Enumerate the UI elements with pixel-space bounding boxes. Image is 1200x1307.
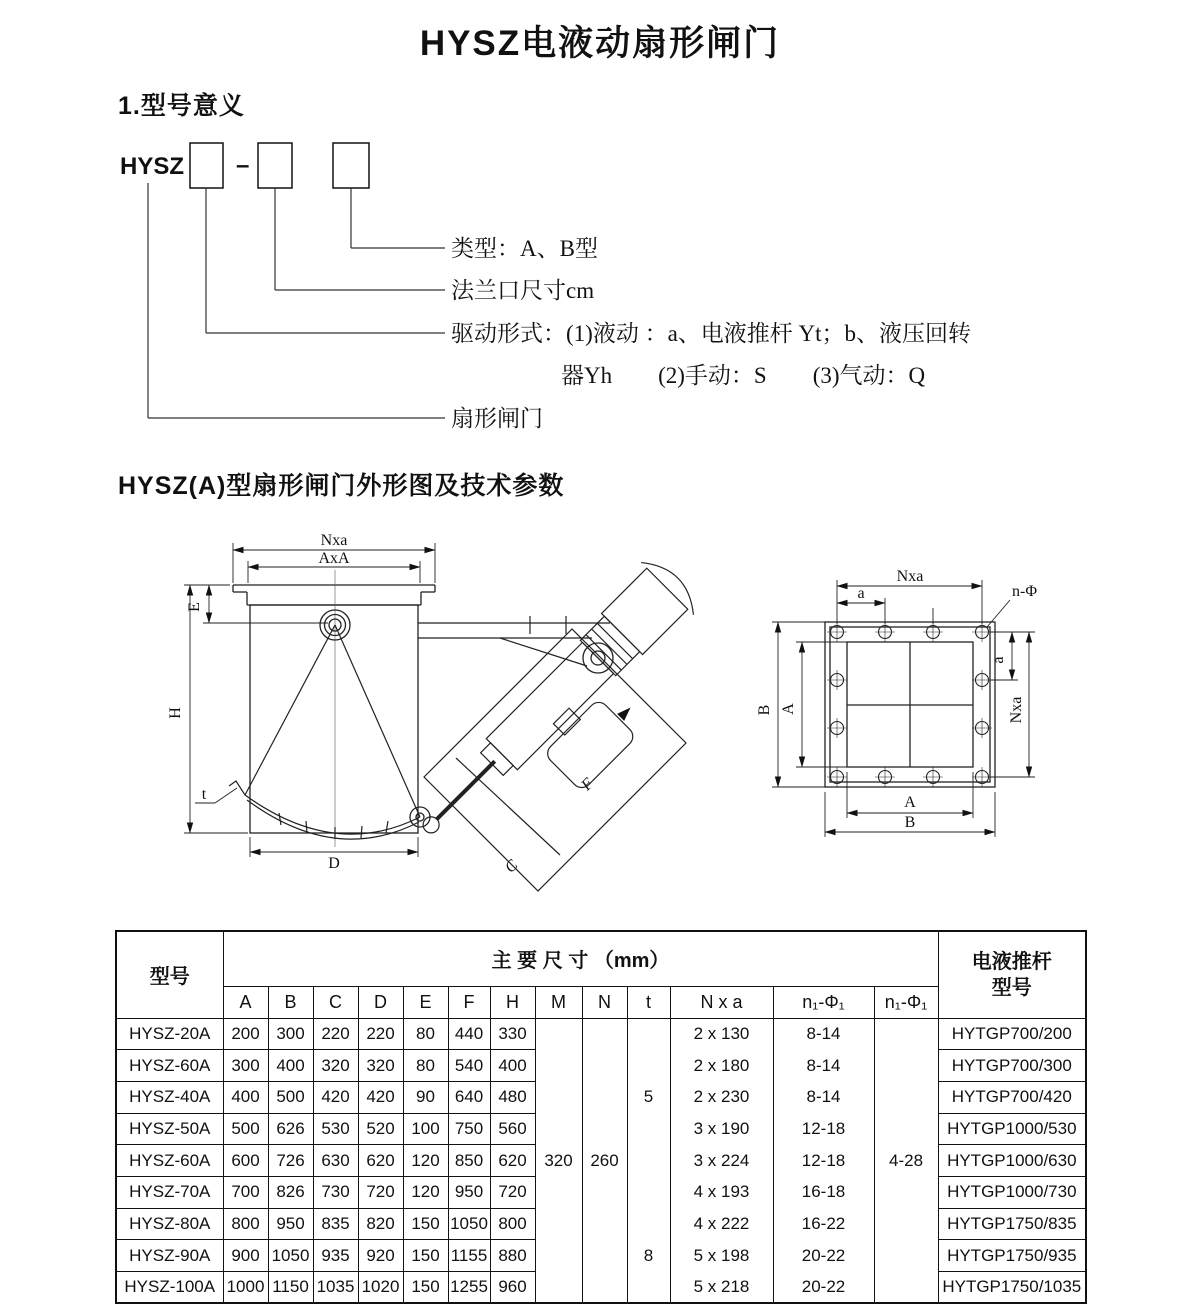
dim-cell: 720 [490, 1176, 535, 1208]
dim-cell: 620 [490, 1145, 535, 1177]
dim-label-a-bottom: A [904, 794, 916, 811]
sector-gate [229, 625, 420, 839]
model-cell: HYSZ-80A [116, 1208, 223, 1240]
dim-cell [582, 1176, 627, 1208]
dim-cell [535, 1208, 582, 1240]
dim-cell: HYTGP1000/730 [938, 1176, 1086, 1208]
dim-cell: 300 [223, 1050, 268, 1082]
dim-cell: 4 x 222 [670, 1208, 773, 1240]
flange-view-drawing [750, 550, 1080, 860]
dim-cell: 400 [268, 1050, 313, 1082]
dim-cell: 530 [313, 1113, 358, 1145]
dim-cell: 920 [358, 1240, 403, 1272]
dim-cell: 950 [448, 1176, 490, 1208]
dim-cell: 80 [403, 1018, 448, 1050]
sub-header-cell: E [403, 986, 448, 1018]
dim-cell: 220 [358, 1018, 403, 1050]
code-box-size [258, 143, 292, 188]
col-header-pusher-line1: 电液推杆 [971, 950, 1052, 973]
dim-cell: 420 [313, 1081, 358, 1113]
dim-cell [535, 1081, 582, 1113]
dim-cell: 1255 [448, 1272, 490, 1304]
sub-header-cell: C [313, 986, 358, 1018]
table-row [116, 1208, 1086, 1240]
dimensions-table [115, 930, 1087, 1304]
dim-cell: 440 [448, 1018, 490, 1050]
dim-cell: 5 [627, 1081, 670, 1113]
valve-body [233, 585, 435, 833]
page-title: HYSZ电液动扇形闸门 [419, 24, 781, 63]
dim-cell: 480 [490, 1081, 535, 1113]
dim-cell: 150 [403, 1208, 448, 1240]
dim-cell: 20-22 [773, 1240, 874, 1272]
table-row [116, 1145, 1086, 1177]
dim-cell: 726 [268, 1145, 313, 1177]
dim-cell: HYTGP1750/935 [938, 1240, 1086, 1272]
dim-cell: 640 [448, 1081, 490, 1113]
dim-label-a-top: a [857, 585, 865, 602]
label-drive-line1: 驱动形式：(1)液动 ：a、电液推杆 Yt；b、液压回转 [451, 321, 972, 346]
dim-label-n-phi: n-Φ [1012, 583, 1038, 600]
dim-cell [627, 1176, 670, 1208]
dim-label-b-bottom: B [904, 814, 916, 831]
sub-header-cell: t [627, 986, 670, 1018]
dim-cell [627, 1208, 670, 1240]
dim-cell: 12-18 [773, 1113, 874, 1145]
flow-arrow-icon [617, 704, 634, 721]
dim-cell: 330 [490, 1018, 535, 1050]
table-row [116, 1240, 1086, 1272]
dim-cell: 12-18 [773, 1145, 874, 1177]
dim-cell: 600 [223, 1145, 268, 1177]
dim-cell: 120 [403, 1145, 448, 1177]
hydraulic-actuator [399, 552, 736, 889]
dim-cell: HYTGP700/300 [938, 1050, 1086, 1082]
piston-rod [437, 761, 495, 819]
dim-cell: 935 [313, 1240, 358, 1272]
dim-cell [627, 1018, 670, 1050]
dim-cell: 750 [448, 1113, 490, 1145]
dim-cell: HYTGP1000/530 [938, 1113, 1086, 1145]
dim-cell: 8 [627, 1240, 670, 1272]
sub-header-cell: A [223, 986, 268, 1018]
dim-cell: 320 [313, 1050, 358, 1082]
dim-cell: 320 [535, 1145, 582, 1177]
dim-cell: 1155 [448, 1240, 490, 1272]
dim-cell: 560 [490, 1113, 535, 1145]
dim-cell: 620 [358, 1145, 403, 1177]
dim-cell: 4 x 193 [670, 1176, 773, 1208]
model-code-leader-lines [148, 183, 445, 418]
dim-cell: 2 x 230 [670, 1081, 773, 1113]
col-header-main-dims: 主 要 尺 寸 （mm） [223, 931, 938, 986]
col-header-pusher-line2: 型号 [991, 976, 1032, 999]
section-heading-model-meaning: 1.型号意义 [118, 92, 245, 120]
model-code-boxes [190, 143, 369, 188]
dim-cell: 150 [403, 1240, 448, 1272]
dim-cell [582, 1208, 627, 1240]
dim-cell: 1050 [268, 1240, 313, 1272]
model-cell: HYSZ-60A [116, 1050, 223, 1082]
dim-cell: 260 [582, 1145, 627, 1177]
model-cell: HYSZ-90A [116, 1240, 223, 1272]
sub-header-cell: M [535, 986, 582, 1018]
housing-lip [641, 552, 704, 615]
sub-header-cell: F [448, 986, 490, 1018]
dim-cell: 880 [490, 1240, 535, 1272]
code-box-type [333, 143, 369, 188]
dim-cell: 630 [313, 1145, 358, 1177]
dim-cell: 2 x 180 [670, 1050, 773, 1082]
table-row [116, 1272, 1086, 1304]
dim-cell [535, 1240, 582, 1272]
table-row [116, 1081, 1086, 1113]
dim-cell: 520 [358, 1113, 403, 1145]
dim-cell: 4-28 [874, 1145, 938, 1177]
sub-header-cell: D [358, 986, 403, 1018]
dim-cell: 835 [313, 1208, 358, 1240]
dim-label-f: F [578, 775, 598, 795]
col-header-pusher [938, 931, 1086, 1018]
dim-cell: HYTGP1750/1035 [938, 1272, 1086, 1304]
model-cell: HYSZ-50A [116, 1113, 223, 1145]
dim-label-nxa: Nxa [320, 532, 348, 549]
dim-cell [874, 1081, 938, 1113]
motor-housing [602, 568, 688, 654]
dim-cell: HYTGP1000/630 [938, 1145, 1086, 1177]
dim-cell: HYTGP700/420 [938, 1081, 1086, 1113]
sub-header-cell: N x a [670, 986, 773, 1018]
dim-label-h: H [167, 707, 184, 719]
sub-header-cell: B [268, 986, 313, 1018]
dim-cell [535, 1113, 582, 1145]
dim-cell [627, 1272, 670, 1304]
dim-cell: 16-22 [773, 1208, 874, 1240]
table-row [116, 1018, 1086, 1050]
side-dimension-lines [184, 543, 435, 857]
dim-cell [874, 1176, 938, 1208]
label-gate: 扇形闸门 [451, 406, 543, 431]
dim-cell: 720 [358, 1176, 403, 1208]
dim-label-nxa-top: Nxa [896, 568, 924, 585]
dim-cell: 1020 [358, 1272, 403, 1304]
dim-cell: 300 [268, 1018, 313, 1050]
dim-cell [874, 1113, 938, 1145]
table-row [116, 1050, 1086, 1082]
dim-label-c: C [501, 856, 522, 877]
dim-cell: 960 [490, 1272, 535, 1304]
dim-cell [874, 1240, 938, 1272]
dim-cell: 100 [403, 1113, 448, 1145]
dim-cell [582, 1240, 627, 1272]
model-dash: – [236, 152, 250, 179]
dim-cell: 850 [448, 1145, 490, 1177]
dim-cell [582, 1050, 627, 1082]
dim-cell: 400 [223, 1081, 268, 1113]
dim-cell: 500 [223, 1113, 268, 1145]
dim-cell [535, 1176, 582, 1208]
dim-cell [582, 1018, 627, 1050]
cylinder-body [486, 642, 613, 769]
dim-label-a-left: A [780, 703, 797, 715]
model-prefix: HYSZ [120, 153, 185, 180]
label-drive-line2: 器Yh (2)手动：S (3)气动：Q [561, 363, 926, 388]
sub-header-cell: n₁-Φ₁ [874, 986, 938, 1018]
dim-cell: 1035 [313, 1272, 358, 1304]
dim-cell: 5 x 218 [670, 1272, 773, 1304]
dim-cell: 400 [490, 1050, 535, 1082]
dim-cell: 800 [223, 1208, 268, 1240]
sub-header-cell: H [490, 986, 535, 1018]
dim-cell: 8-14 [773, 1050, 874, 1082]
dim-cell: 8-14 [773, 1018, 874, 1050]
dim-cell: HYTGP700/200 [938, 1018, 1086, 1050]
model-cell: HYSZ-70A [116, 1176, 223, 1208]
dim-cell: 20-22 [773, 1272, 874, 1304]
dim-cell [627, 1050, 670, 1082]
sub-header-cell: n₁-Φ₁ [773, 986, 874, 1018]
dim-cell: 820 [358, 1208, 403, 1240]
dim-cell [627, 1113, 670, 1145]
label-flange-size: 法兰口尺寸cm [451, 278, 595, 303]
dim-cell: 500 [268, 1081, 313, 1113]
dim-label-b-left: B [756, 704, 773, 716]
dim-cell: 826 [268, 1176, 313, 1208]
col-header-model: 型号 [116, 931, 223, 1018]
dim-label-t: t [201, 786, 207, 803]
dim-cell: 320 [358, 1050, 403, 1082]
dim-cell: 800 [490, 1208, 535, 1240]
dim-cell: 16-18 [773, 1176, 874, 1208]
dim-label-nxa-right: Nxa [1008, 696, 1025, 724]
dim-cell [874, 1272, 938, 1304]
label-type: 类型：A、B型 [451, 236, 598, 261]
dim-cell [582, 1272, 627, 1304]
dim-label-d: D [328, 855, 340, 872]
dim-cell: 220 [313, 1018, 358, 1050]
dim-label-e: E [186, 602, 203, 612]
dim-cell: 3 x 224 [670, 1145, 773, 1177]
dim-cell [874, 1208, 938, 1240]
dim-cell: 5 x 198 [670, 1240, 773, 1272]
dim-cell: 626 [268, 1113, 313, 1145]
dim-cell [874, 1050, 938, 1082]
dim-cell: 700 [223, 1176, 268, 1208]
code-box-drive [190, 143, 223, 188]
dim-cell: 2 x 130 [670, 1018, 773, 1050]
dim-cell [535, 1018, 582, 1050]
dim-cell: 3 x 190 [670, 1113, 773, 1145]
model-cell: HYSZ-40A [116, 1081, 223, 1113]
table-row [116, 1113, 1086, 1145]
dim-cell: 8-14 [773, 1081, 874, 1113]
dim-cell: 200 [223, 1018, 268, 1050]
dim-cell: 420 [358, 1081, 403, 1113]
dim-cell: 1050 [448, 1208, 490, 1240]
model-cell: HYSZ-100A [116, 1272, 223, 1304]
gate-cover-panel [424, 629, 686, 891]
dim-cell: 540 [448, 1050, 490, 1082]
dim-cell: 730 [313, 1176, 358, 1208]
dim-label-axa: AxA [318, 550, 350, 567]
dim-cell [582, 1113, 627, 1145]
dim-cell: 150 [403, 1272, 448, 1304]
section-heading-outline: HYSZ(A)型扇形闸门外形图及技术参数 [118, 472, 565, 500]
dim-cell [535, 1050, 582, 1082]
table-header-row-1 [116, 931, 1086, 986]
dim-cell: HYTGP1750/835 [938, 1208, 1086, 1240]
dim-cell: 900 [223, 1240, 268, 1272]
dim-cell: 120 [403, 1176, 448, 1208]
dim-cell [874, 1018, 938, 1050]
dim-cell: 1150 [268, 1272, 313, 1304]
dim-cell: 1000 [223, 1272, 268, 1304]
dim-cell [627, 1145, 670, 1177]
dim-cell [582, 1081, 627, 1113]
dim-label-a-right: a [990, 656, 1007, 664]
sub-header-cell: N [582, 986, 627, 1018]
model-cell: HYSZ-60A [116, 1145, 223, 1177]
table-row [116, 1176, 1086, 1208]
side-view-drawing [140, 515, 760, 935]
dim-cell: 80 [403, 1050, 448, 1082]
model-cell: HYSZ-20A [116, 1018, 223, 1050]
model-code-diagram [115, 135, 1110, 447]
dims-table-body [116, 1018, 1086, 1303]
dim-cell: 90 [403, 1081, 448, 1113]
dim-cell [535, 1272, 582, 1304]
flange-plate [825, 622, 995, 787]
dim-cell: 950 [268, 1208, 313, 1240]
